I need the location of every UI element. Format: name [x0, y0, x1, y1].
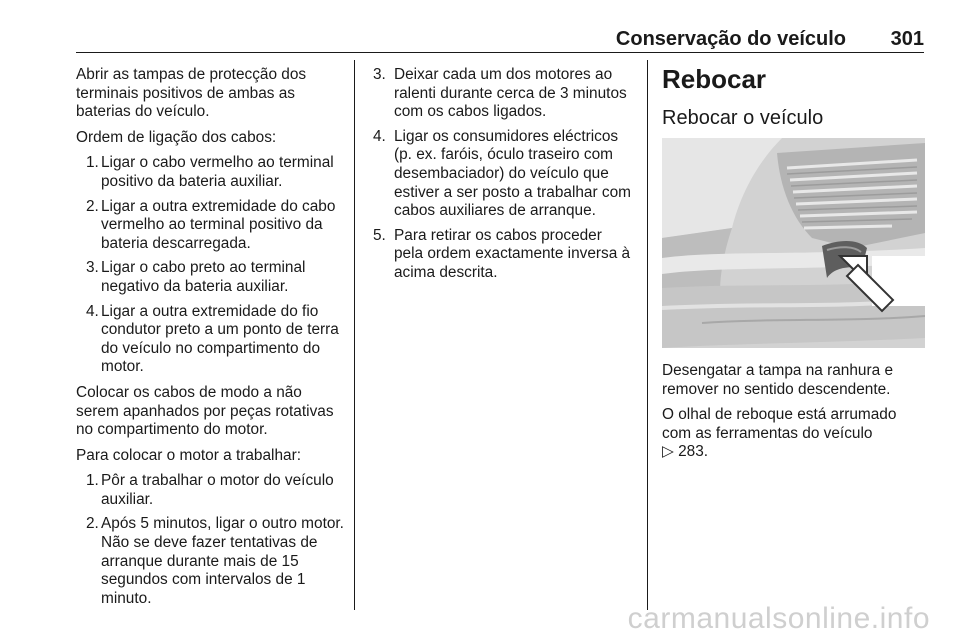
step-text: Ligar o cabo preto ao terminal negativo da bateria auxiliar. [101, 259, 306, 295]
column-middle [373, 66, 635, 290]
paragraph: Para colocar o motor a trabalhar: [76, 446, 301, 464]
step-text: Ligar os consumidores eléctricos (p. ex. faróis, óculo traseiro com desembaciador) do veículo que estiver a ser posto a trabalhar com cabos auxiliares de arranque. [394, 127, 631, 220]
page-reference[interactable] [662, 443, 708, 460]
subsection-heading: Rebocar o veículo [662, 107, 824, 129]
list-item [76, 303, 344, 377]
list-item [76, 259, 344, 296]
step-text: Ligar a outra extremidade do cabo vermelho ao terminal positivo da bateria descarregada. [101, 197, 336, 252]
column-divider [647, 60, 648, 610]
step-text: Deixar cada um dos motores ao ralenti durante cerca de 3 minutos com os cabos ligados. [394, 66, 627, 121]
step-number: 2. [86, 197, 99, 215]
step-number: 3. [86, 259, 99, 277]
list-item [76, 154, 344, 191]
step-number: 1. [86, 154, 99, 172]
tow-eye-cover-illustration [662, 138, 925, 348]
step-text: Pôr a trabalhar o motor do veículo auxiliar. [101, 472, 334, 508]
list-item [76, 198, 344, 254]
list-item [76, 472, 344, 509]
reference-arrow-icon: ▷ [662, 443, 674, 461]
page-header [76, 28, 924, 53]
column-left [76, 66, 344, 615]
step-number: 4. [373, 127, 386, 145]
paragraph: Desengatar a tampa na ranhura e remover no sentido descendente. [662, 362, 894, 398]
list-item [373, 128, 635, 221]
step-number: 4. [86, 302, 99, 320]
step-text: Ligar a outra extremidade do fio condutor preto a um ponto de terra do veículo no compartimento do motor. [101, 302, 339, 376]
step-number: 2. [86, 515, 99, 533]
connection-steps-continued [373, 66, 635, 283]
reference-page-number: 283. [678, 443, 709, 461]
bumper-illustration [662, 138, 925, 348]
section-heading: Rebocar [662, 64, 767, 94]
step-text: Para retirar os cabos proceder pela ordem exactamente inversa à acima descrita. [394, 226, 631, 281]
step-number: 5. [373, 226, 386, 244]
paragraph: Ordem de ligação dos cabos: [76, 128, 277, 146]
step-text: Ligar o cabo vermelho ao terminal positivo da bateria auxiliar. [101, 154, 334, 190]
paragraph: Colocar os cabos de modo a não serem apanhados por peças rotativas no compartimento do motor. [76, 383, 334, 439]
list-item [373, 227, 635, 283]
section-title: Conservação do veículo [615, 28, 846, 50]
list-item [373, 66, 635, 122]
page-number: 301 [890, 28, 924, 50]
paragraph: Abrir as tampas de protecção dos terminais positivos de ambas as baterias do veículo. [76, 66, 307, 121]
step-text: Após 5 minutos, ligar o outro motor. Não se deve fazer tentativas de arranque durante mais de 15 segundos com intervalos de 1 minuto. [101, 515, 344, 607]
paragraph-text: O olhal de reboque está arrumado com as ferramentas do veículo [662, 406, 897, 442]
start-steps [76, 472, 344, 608]
connection-steps [76, 154, 344, 377]
list-item [76, 515, 344, 608]
step-number: 1. [86, 472, 99, 490]
column-right [662, 64, 926, 469]
watermark: carmanualsonline.info [627, 602, 930, 635]
column-divider [354, 60, 355, 610]
paragraph [662, 406, 926, 462]
step-number: 3. [373, 66, 386, 83]
